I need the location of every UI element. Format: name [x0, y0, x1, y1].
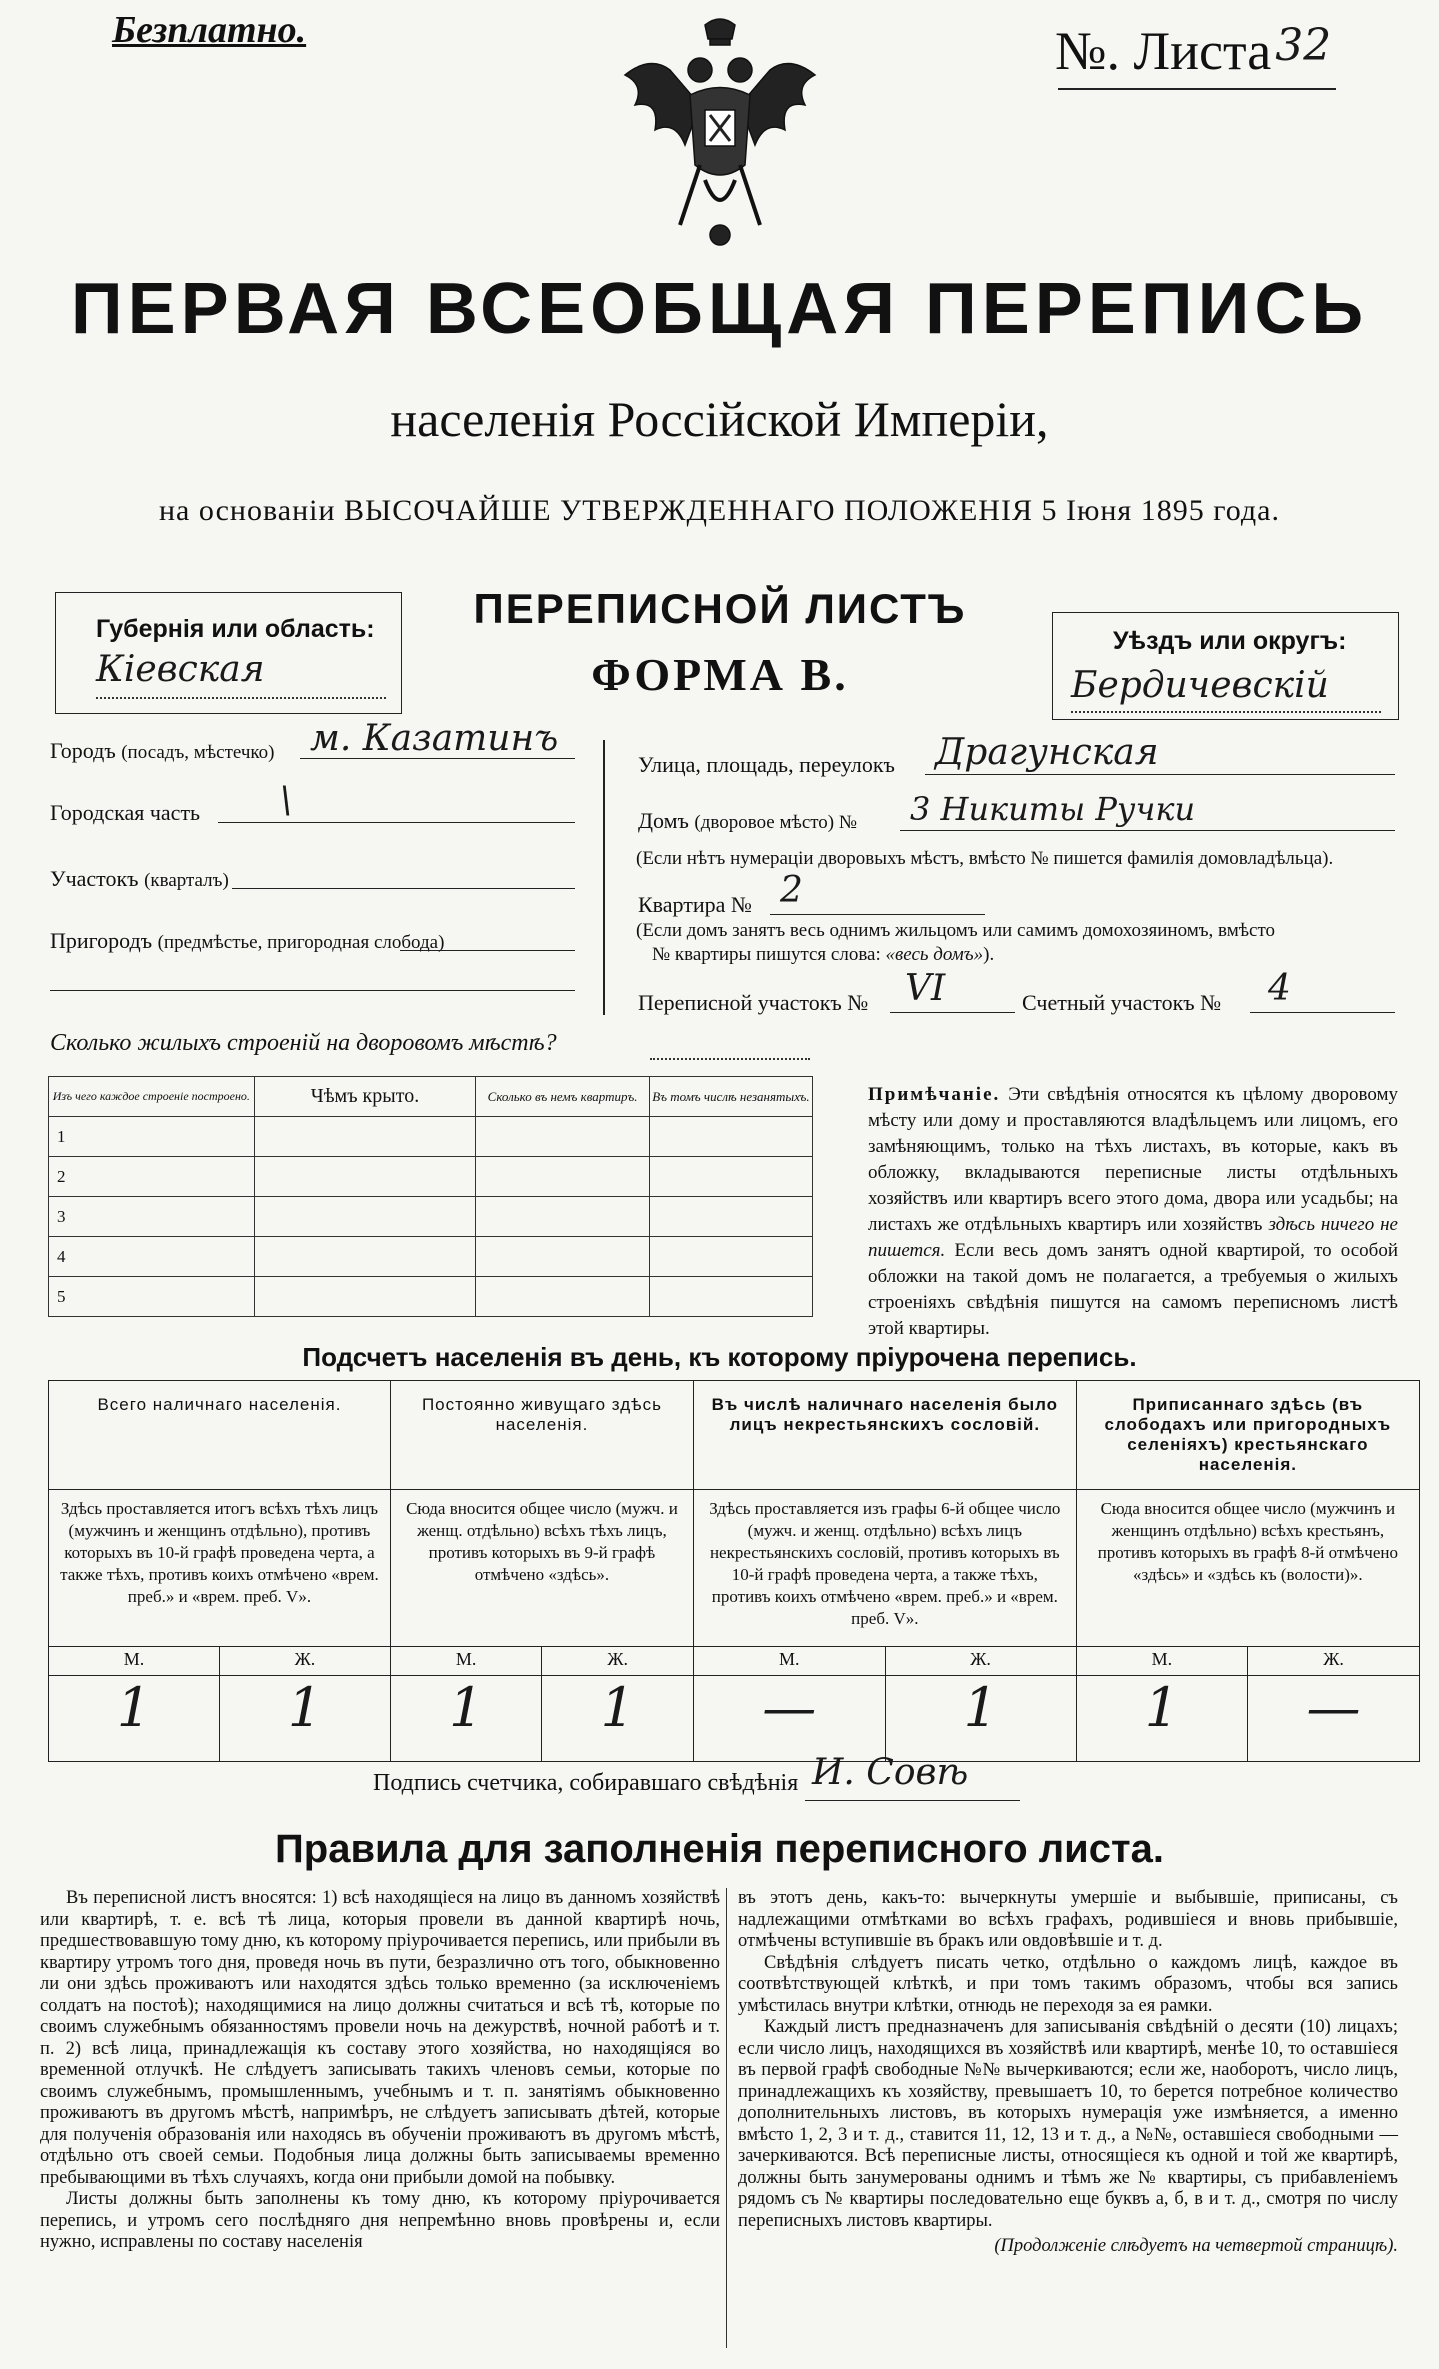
row-number: 5: [49, 1277, 255, 1317]
count-desc-nonpeasant: Здѣсь проставляется изъ графы 6-й общее число (мужч. и женщ. отдѣльно) всѣхъ лицъ некрестьянскихъ сословій, противъ которыхъ въ 10-й графѣ проведена черта, а также тѣхъ, противъ коихъ отмѣчено «врем. преб.» и «врем. преб. V».: [694, 1490, 1077, 1647]
rules-paragraph: Въ переписной листъ вносятся: 1) всѣ находящіеся на лицо въ данномъ хозяйствѣ или квартирѣ, т. е. всѣ тѣ лица, которыя провели въ данной квартирѣ ночь, предшествовавшую тому дню, къ которому пріурочивается перепись, или прибыли въ квартиру утромъ того дня, проведя ночь въ пути, безразлично отъ того, обыкновенно ли они здѣсь проживаютъ или находятся здѣсь только временно (за исключеніемъ солдатъ на постоѣ); находящимися на лицо должны считаться и всѣ тѣ, которые по своимъ служебнымъ обязанностямъ провели ночь на дежурствѣ, ночной работѣ и т. п. 2) всѣ лица, принадлежащія къ составу этого хозяйства, но находящіяся во временной отлучкѣ. Не слѣдуетъ записывать такихъ членовъ семьи, которые по своимъ служебнымъ, промышленнымъ, учебнымъ и т. п. занятіямъ обыкновенно проживаютъ въ другомъ мѣстѣ, напримѣръ, не слѣдуетъ записывать дѣтей, которые для полученія образованія или находясь въ обученіи проживаютъ въ другомъ мѣстѣ, отдѣльно отъ своей семьи. Подобныя лица должны быть записываемы временно пребывающими въ тѣхъ случаяхъ, когда они прибыли домой на побывку.: [40, 1888, 720, 2188]
count-table: [48, 1380, 1420, 1762]
rules-paragraph: въ этотъ день, какъ-то: вычеркнуты умершіе и выбывшіе, приписаны, съ надлежащими отмѣтками во всѣхъ графахъ, родившіеся и вновь прибывшіе, отмѣчены вступившіе въ бракъ или овдовѣвшіе и т. д.: [738, 1888, 1398, 1951]
house-row: [638, 808, 857, 834]
counting-district-line: [1250, 1012, 1395, 1013]
city-line: [300, 758, 575, 759]
table-row: [49, 1157, 813, 1197]
province-box: [55, 592, 402, 714]
table-row: [49, 1197, 813, 1237]
counting-district-field[interactable]: 4: [1268, 968, 1291, 1009]
table-cell[interactable]: [476, 1197, 650, 1237]
buildings-col-roof: Чѣмъ крыто.: [254, 1077, 476, 1117]
part-line: [218, 822, 575, 823]
district-label: Уѣздъ или округъ:: [1113, 627, 1347, 655]
legal-basis: на основаніи ВЫСОЧАЙШЕ УТВЕРЖДЕННАГО ПОЛОЖЕНІЯ 5 Іюня 1895 года.: [159, 494, 1280, 527]
city-label: Городъ: [50, 738, 116, 763]
table-cell[interactable]: [254, 1157, 476, 1197]
census-district-label: Переписной участокъ №: [638, 990, 869, 1015]
table-cell[interactable]: [649, 1157, 812, 1197]
house-field[interactable]: 3 Никиты Ручки: [910, 790, 1196, 828]
buildings-table: [48, 1076, 813, 1317]
count-col-head-peasant: Приписаннаго здѣсь (въ слободахъ или пригородныхъ селеніяхъ) крестьянскаго населенія.: [1076, 1381, 1419, 1490]
field-divider: [603, 740, 605, 1015]
table-row: [49, 1237, 813, 1277]
signature-line: [805, 1800, 1020, 1801]
house-hint: (дворовое мѣсто) №: [694, 812, 858, 833]
apartment-note-1: (Если домъ занятъ весь однимъ жильцомъ или самимъ домохозяиномъ, вмѣсто: [636, 920, 1276, 941]
buildings-col-material: Изъ чего каждое строеніе построено.: [49, 1077, 255, 1117]
row-number: 3: [49, 1197, 255, 1237]
nonpeasant-female-field[interactable]: 1: [885, 1676, 1076, 1762]
note: [868, 1082, 1398, 1342]
apartment-field[interactable]: 2: [780, 870, 803, 911]
suburb-line: [400, 950, 575, 951]
rules-paragraph: Свѣдѣнія слѣдуетъ писать четко, отдѣльно о каждомъ лицѣ, каждое въ соотвѣтствующей клѣткѣ, и при томъ такимъ образомъ, чтобы вся запись умѣстилась внутри клѣтки, отнюдь не переходя за ея рамки.: [738, 1952, 1398, 2016]
city-field[interactable]: м. Казатинъ: [310, 718, 559, 759]
station-label: Участокъ: [50, 866, 139, 891]
city-hint: (посадъ, мѣстечко): [121, 742, 275, 763]
table-cell[interactable]: [476, 1157, 650, 1197]
peasant-male-field[interactable]: 1: [1076, 1676, 1247, 1762]
province-label: Губернія или область:: [96, 615, 375, 643]
dwellings-answer[interactable]: [650, 1058, 810, 1060]
table-cell[interactable]: [476, 1117, 650, 1157]
note-text-2: Если весь домъ занятъ одной квартирой, то особой обложки на такой домъ не полагается, а требуемыя о жилыхъ строеніяхъ свѣдѣнія пишутся на самомъ переписномъ листѣ этой квартиры.: [868, 1240, 1399, 1339]
table-cell[interactable]: [254, 1117, 476, 1157]
sheet-number-label: №. Листа: [1055, 21, 1272, 81]
count-col-head-total: Всего наличнаго населенія.: [49, 1381, 391, 1490]
station-row: [50, 866, 229, 892]
sheet-number-underline: [1058, 88, 1336, 90]
station-hint: (кварталъ): [144, 870, 229, 891]
dwellings-question: Сколько жилыхъ строеній на дворовомъ мѣстѣ?: [50, 1030, 557, 1056]
count-title: Подсчетъ населенія въ день, къ которому пріурочена перепись.: [302, 1342, 1137, 1372]
buildings-col-vacant: Въ томъ числѣ незанятыхъ.: [649, 1077, 812, 1117]
street-field[interactable]: Драгунская: [935, 732, 1159, 773]
table-cell[interactable]: [649, 1117, 812, 1157]
census-district-line: [890, 1012, 1015, 1013]
male-header: М.: [694, 1647, 886, 1676]
suburb-hint: (предмѣстье, пригородная слобода): [157, 932, 445, 953]
station-field[interactable]: [232, 888, 575, 889]
suburb-field[interactable]: [50, 990, 575, 991]
male-header: М.: [49, 1647, 220, 1676]
apartment-line: [770, 914, 985, 915]
row-number: 4: [49, 1237, 255, 1277]
page-title: ПЕРВАЯ ВСЕОБЩАЯ ПЕРЕПИСЬ: [70, 269, 1369, 349]
female-header: Ж.: [1248, 1647, 1420, 1676]
count-desc-peasant: Сюда вносится общее число (мужчинъ и женщинъ отдѣльно) всѣхъ крестьянъ, противъ которыхъ въ графѣ 8-й отмѣчено «здѣсь» и «здѣсь къ (волости)».: [1076, 1490, 1419, 1647]
counting-district-label: Счетный участокъ №: [1022, 990, 1222, 1015]
apartment-note-phrase: «весь домъ»: [885, 944, 984, 965]
male-header: М.: [390, 1647, 542, 1676]
census-district-field[interactable]: VI: [905, 968, 946, 1009]
peasant-female-field[interactable]: —: [1248, 1676, 1420, 1762]
rules-continued: (Продолженіе слѣдуетъ на четвертой страницѣ).: [994, 2236, 1398, 2256]
buildings-col-apartments: Сколько въ немъ квартиръ.: [476, 1077, 650, 1117]
row-number: 1: [49, 1117, 255, 1157]
part-label: Городская часть: [50, 800, 201, 825]
form-name: ФОРМА В.: [591, 649, 849, 700]
district-field[interactable]: Бердичевскій: [1071, 665, 1329, 706]
table-cell[interactable]: [649, 1277, 812, 1317]
total-female-field[interactable]: 1: [219, 1676, 390, 1762]
apartment-note-2: [652, 944, 1412, 966]
rules-paragraph: Каждый листъ предназначенъ для записыванія свѣдѣній о десяти (10) лицахъ; если число лицъ, находящихся въ хозяйствѣ или квартирѣ, менѣе 10, то оставшіеся въ первой графѣ свободные №№ вычеркиваются; если же, наоборотъ, число лицъ, принадлежащихъ къ хозяйству, превышаетъ 10, то берется потребное количество дополнительныхъ листовъ, въ которыхъ нумерація уже измѣняется, а именно вмѣсто 1, 2, 3 и т. д., ставится 11, 12, 13 и т. д., а №№, оставшіеся свободными — зачеркиваются. Всѣ переписные листы, относящіеся къ одной и той же квартирѣ, должны быть занумерованы однимъ и тѣмъ же № квартиры, съ прибавленіемъ рядомъ съ № квартиры последовательно еще буквъ а, б, в и т. д., смотря по числу переписныхъ листовъ квартиры.: [738, 2017, 1398, 2231]
street-label: Улица, площадь, переулокъ: [638, 752, 895, 777]
table-cell[interactable]: [476, 1277, 650, 1317]
house-note: (Если нѣтъ нумераціи дворовыхъ мѣстъ, вмѣсто № пишется фамилія домовладѣльца).: [636, 848, 1334, 869]
province-line: [96, 697, 386, 699]
rules-left-column: [40, 1888, 720, 2254]
note-text-1: Эти свѣдѣнія относятся къ цѣлому дворовому мѣсту или дому и проставляются владѣльцемъ или лицомъ, его замѣняющимъ, только на тѣхъ листахъ, въ которые, какъ въ обложку, вкладываются переписные листы отдѣльныхъ хозяйствъ или квартиръ всего этого дома, двора или усадьбы; на листахъ же отдѣльныхъ квартиръ или хозяйствъ: [868, 1084, 1398, 1235]
sheet-number: [1055, 20, 1331, 82]
permanent-male-field[interactable]: 1: [390, 1676, 542, 1762]
city-row: [50, 738, 274, 764]
signature-field[interactable]: И. Совѣ: [812, 1752, 969, 1793]
row-number: 2: [49, 1157, 255, 1197]
total-male-field[interactable]: 1: [49, 1676, 220, 1762]
table-cell[interactable]: [254, 1237, 476, 1277]
table-cell[interactable]: [649, 1197, 812, 1237]
table-cell[interactable]: [649, 1237, 812, 1277]
district-box: [1052, 612, 1399, 720]
apartment-note-end: ).: [983, 944, 995, 965]
page-subtitle: населенія Россійской Имперіи,: [390, 391, 1049, 447]
street-line: [925, 774, 1395, 775]
female-header: Ж.: [885, 1647, 1076, 1676]
table-cell[interactable]: [254, 1277, 476, 1317]
note-italic: здѣсь ничего не пишется.: [868, 1214, 1398, 1261]
table-cell[interactable]: [254, 1197, 476, 1237]
rules-right-column: [738, 1888, 1398, 2258]
province-field[interactable]: Кіевская: [96, 649, 265, 690]
permanent-female-field[interactable]: 1: [542, 1676, 694, 1762]
rules-title: Правила для заполненія переписного листа.: [275, 1827, 1164, 1871]
part-field[interactable]: \: [280, 780, 293, 821]
nonpeasant-male-field[interactable]: —: [694, 1676, 886, 1762]
district-line: [1071, 711, 1381, 713]
count-col-head-nonpeasant: Въ числѣ наличнаго населенія было лицъ некрестьянскихъ сословій.: [694, 1381, 1077, 1490]
rules-divider: [726, 1888, 727, 2348]
suburb-label: Пригородъ: [50, 928, 153, 953]
table-cell[interactable]: [476, 1237, 650, 1277]
female-header: Ж.: [542, 1647, 694, 1676]
female-header: Ж.: [219, 1647, 390, 1676]
apartment-note-2-text: № квартиры пишутся слова:: [652, 944, 881, 965]
note-head: Примѣчаніе.: [868, 1084, 1001, 1105]
house-label: Домъ: [638, 808, 689, 833]
free-label: Безплатно.: [112, 9, 307, 51]
male-header: М.: [1076, 1647, 1247, 1676]
form-title: ПЕРЕПИСНОЙ ЛИСТЪ: [473, 585, 967, 632]
count-desc-permanent: Сюда вносится общее число (мужч. и женщ. отдѣльно) всѣхъ тѣхъ лицъ, противъ которыхъ въ 9-й графѣ отмѣчено «здѣсь».: [390, 1490, 693, 1647]
count-desc-total: Здѣсь проставляется итогъ всѣхъ тѣхъ лицъ (мужчинъ и женщинъ отдѣльно), противъ которыхъ въ 10-й графѣ проведена черта, а также тѣхъ, противъ коихъ отмѣчено «врем. преб.» и «врем. преб. V».: [49, 1490, 391, 1647]
suburb-row: [50, 928, 444, 954]
sheet-number-value[interactable]: 32: [1275, 20, 1332, 71]
table-row: [49, 1117, 813, 1157]
table-row: [49, 1277, 813, 1317]
count-col-head-permanent: Постоянно живущаго здѣсь населенія.: [390, 1381, 693, 1490]
house-line: [900, 830, 1395, 831]
coat-of-arms-icon: [610, 15, 830, 255]
rules-paragraph: Листы должны быть заполнены къ тому дню, къ которому пріурочивается перепись, и утромъ сего послѣдняго дня непремѣнно вновь провѣрены и, если нужно, исправлены по составу населенія: [40, 2189, 720, 2252]
apartment-label: Квартира №: [638, 892, 752, 917]
signature-label: Подпись счетчика, собиравшаго свѣдѣнія: [373, 1770, 799, 1796]
